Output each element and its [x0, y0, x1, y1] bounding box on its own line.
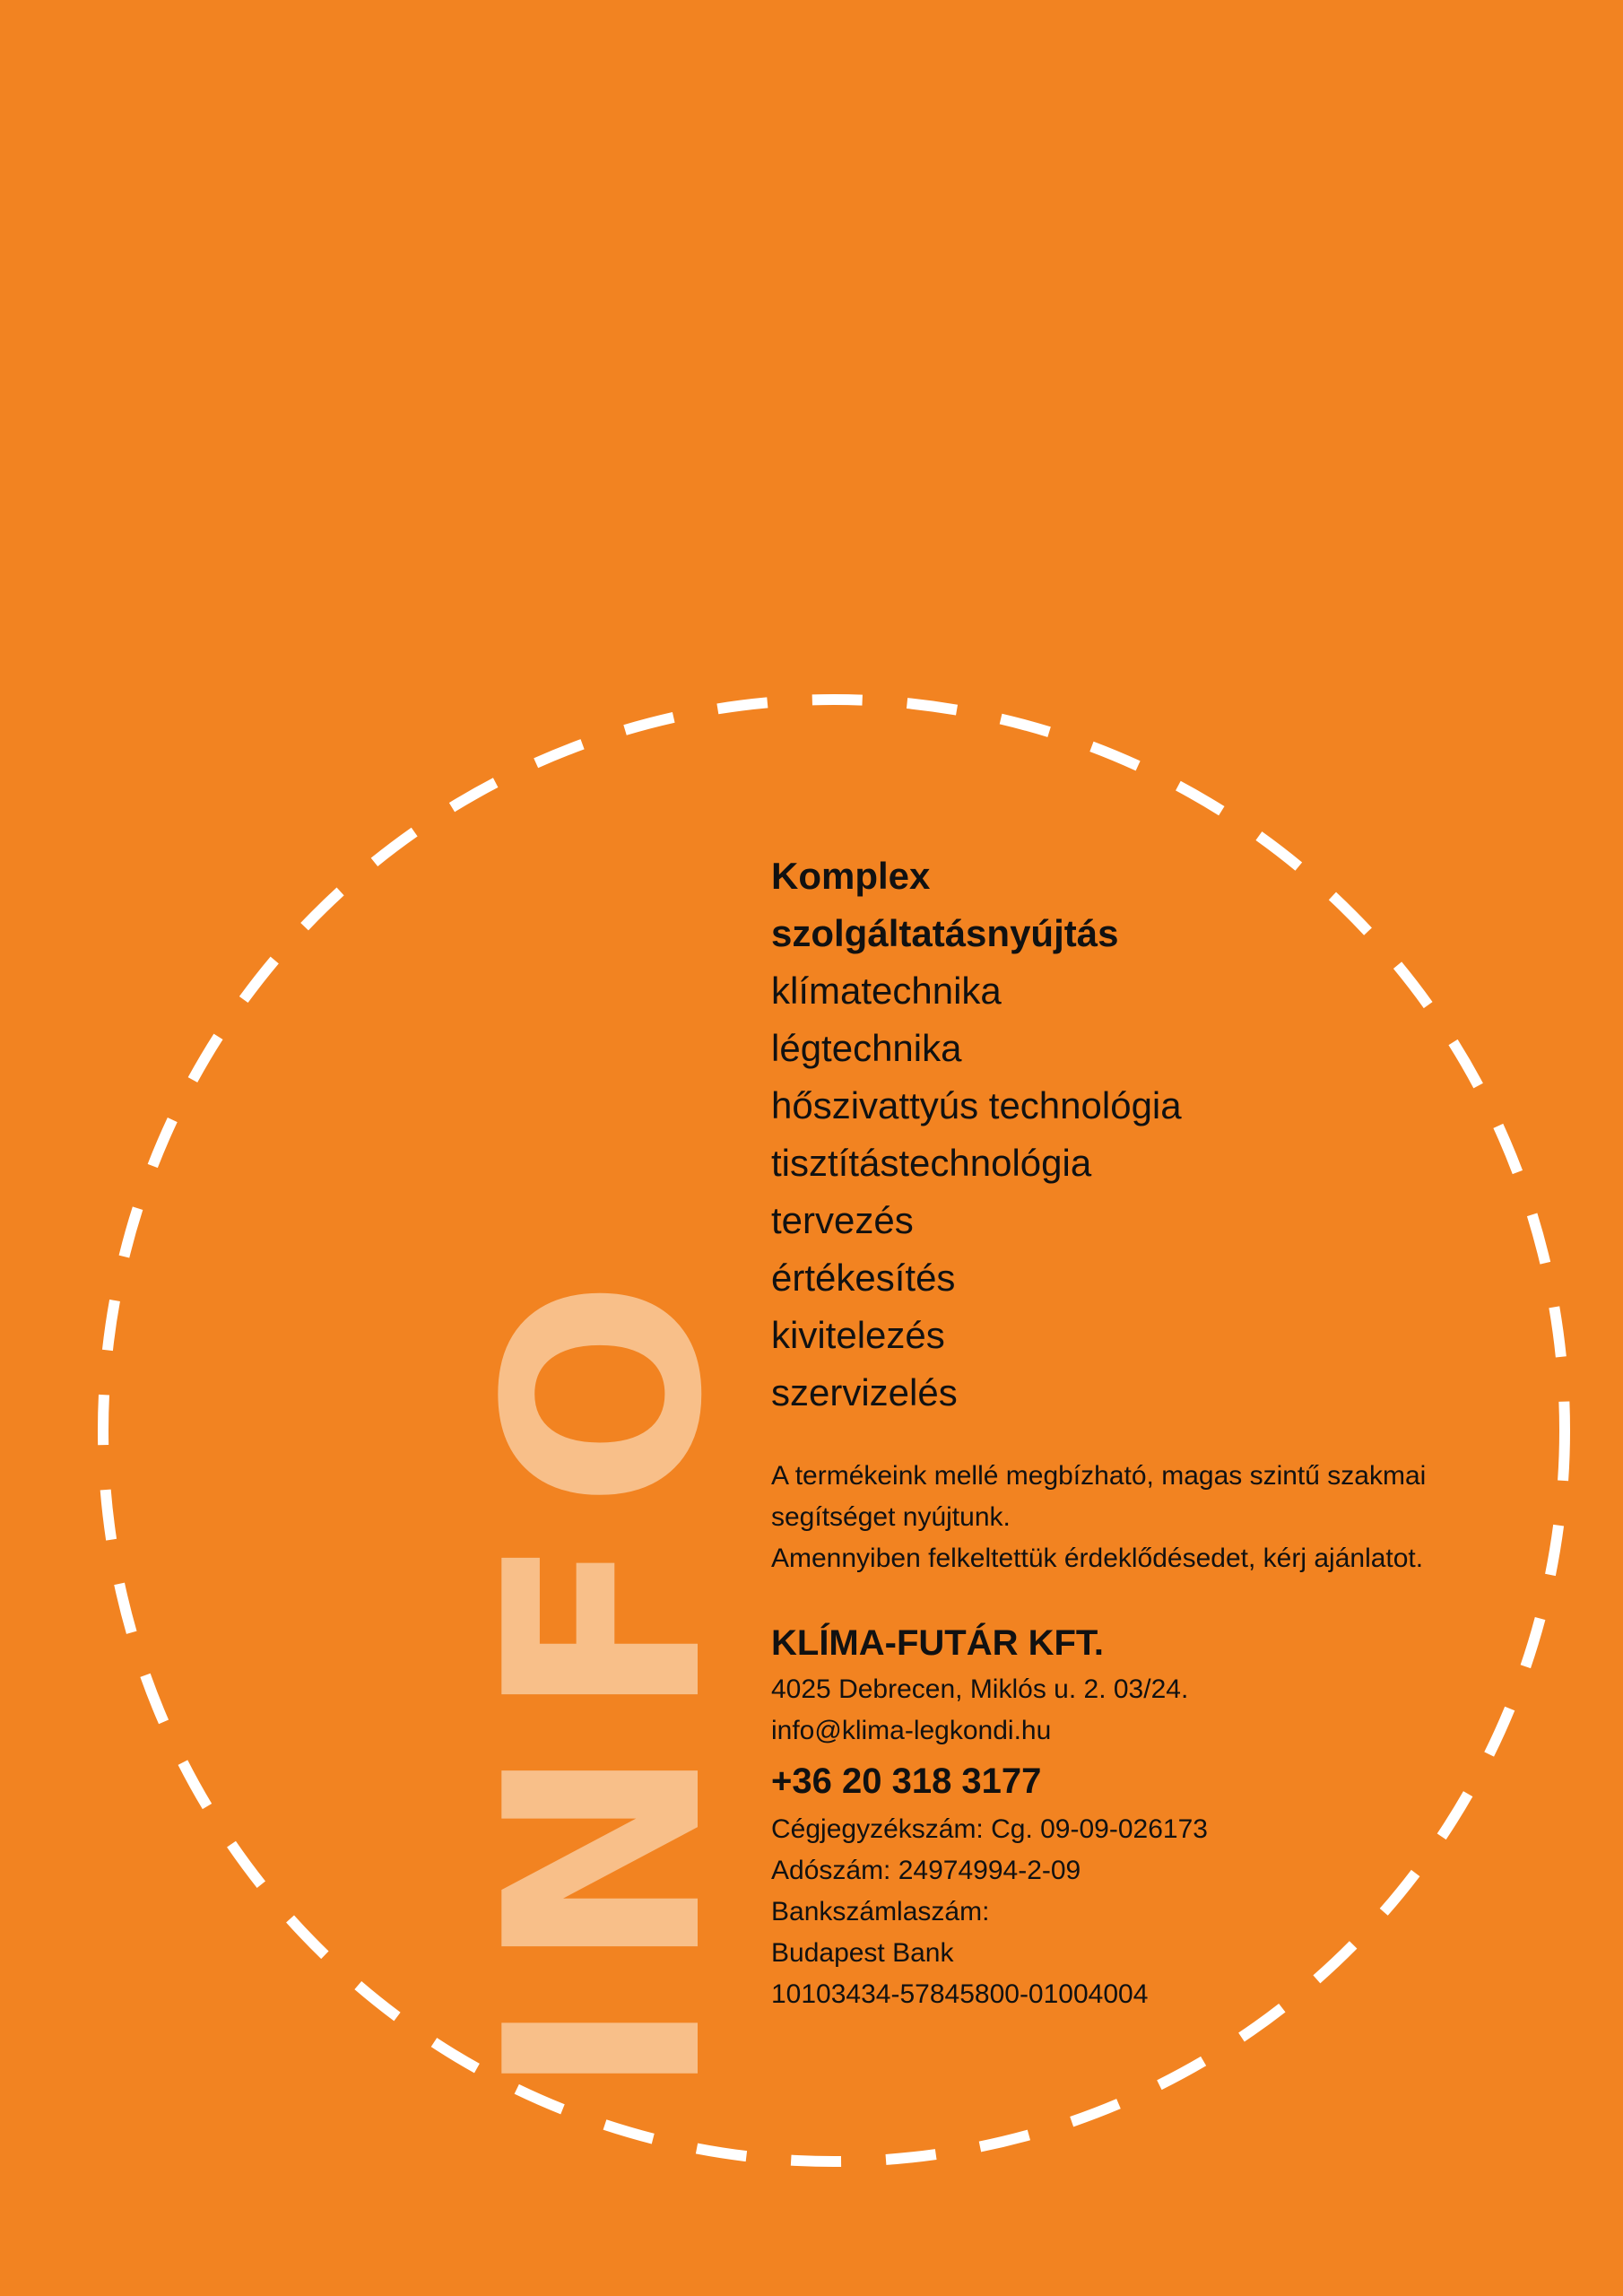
service-item: légtechnika: [771, 1027, 962, 1069]
company-tax-number: Adószám: 24974994-2-09: [771, 1856, 1081, 1885]
intro-line: Amennyiben felkeltettük érdeklődésedet, kérj ajánlatot.: [771, 1544, 1424, 1573]
company-address: 4025 Debrecen, Miklós u. 2. 03/24.: [771, 1674, 1189, 1704]
services-list: [771, 962, 1488, 1422]
service-item: hőszivattyús technológia: [771, 1084, 1182, 1126]
service-item: tervezés: [771, 1199, 914, 1241]
company-details: [771, 1617, 1488, 2015]
services-heading-line2: szolgáltatásnyújtás: [771, 912, 1119, 954]
services-heading-line1: Komplex: [771, 855, 931, 897]
service-item: szervizelés: [771, 1371, 958, 1413]
info-vertical-title: INFO: [448, 1252, 761, 2099]
service-item: kivitelezés: [771, 1314, 945, 1356]
bank-name: Budapest Bank: [771, 1938, 954, 1968]
bank-account-label: Bankszámlaszám:: [771, 1897, 990, 1926]
intro-line: segítséget nyújtunk.: [771, 1502, 1011, 1532]
intro-paragraph: [771, 1456, 1488, 1579]
service-item: klímatechnika: [771, 970, 1002, 1012]
info-content: [771, 848, 1488, 2015]
service-item: értékesítés: [771, 1257, 956, 1299]
intro-line: A termékeink mellé megbízható, magas szintű szakmai: [771, 1461, 1427, 1491]
services-heading: [771, 848, 1488, 962]
bank-account-number: 10103434-57845800-01004004: [771, 1979, 1149, 2009]
company-name: KLÍMA-FUTÁR KFT.: [771, 1623, 1105, 1663]
company-email: info@klima-legkondi.hu: [771, 1716, 1052, 1745]
company-phone: +36 20 318 3177: [771, 1761, 1042, 1801]
company-registry-number: Cégjegyzékszám: Cg. 09-09-026173: [771, 1814, 1208, 1844]
service-item: tisztítástechnológia: [771, 1142, 1092, 1184]
